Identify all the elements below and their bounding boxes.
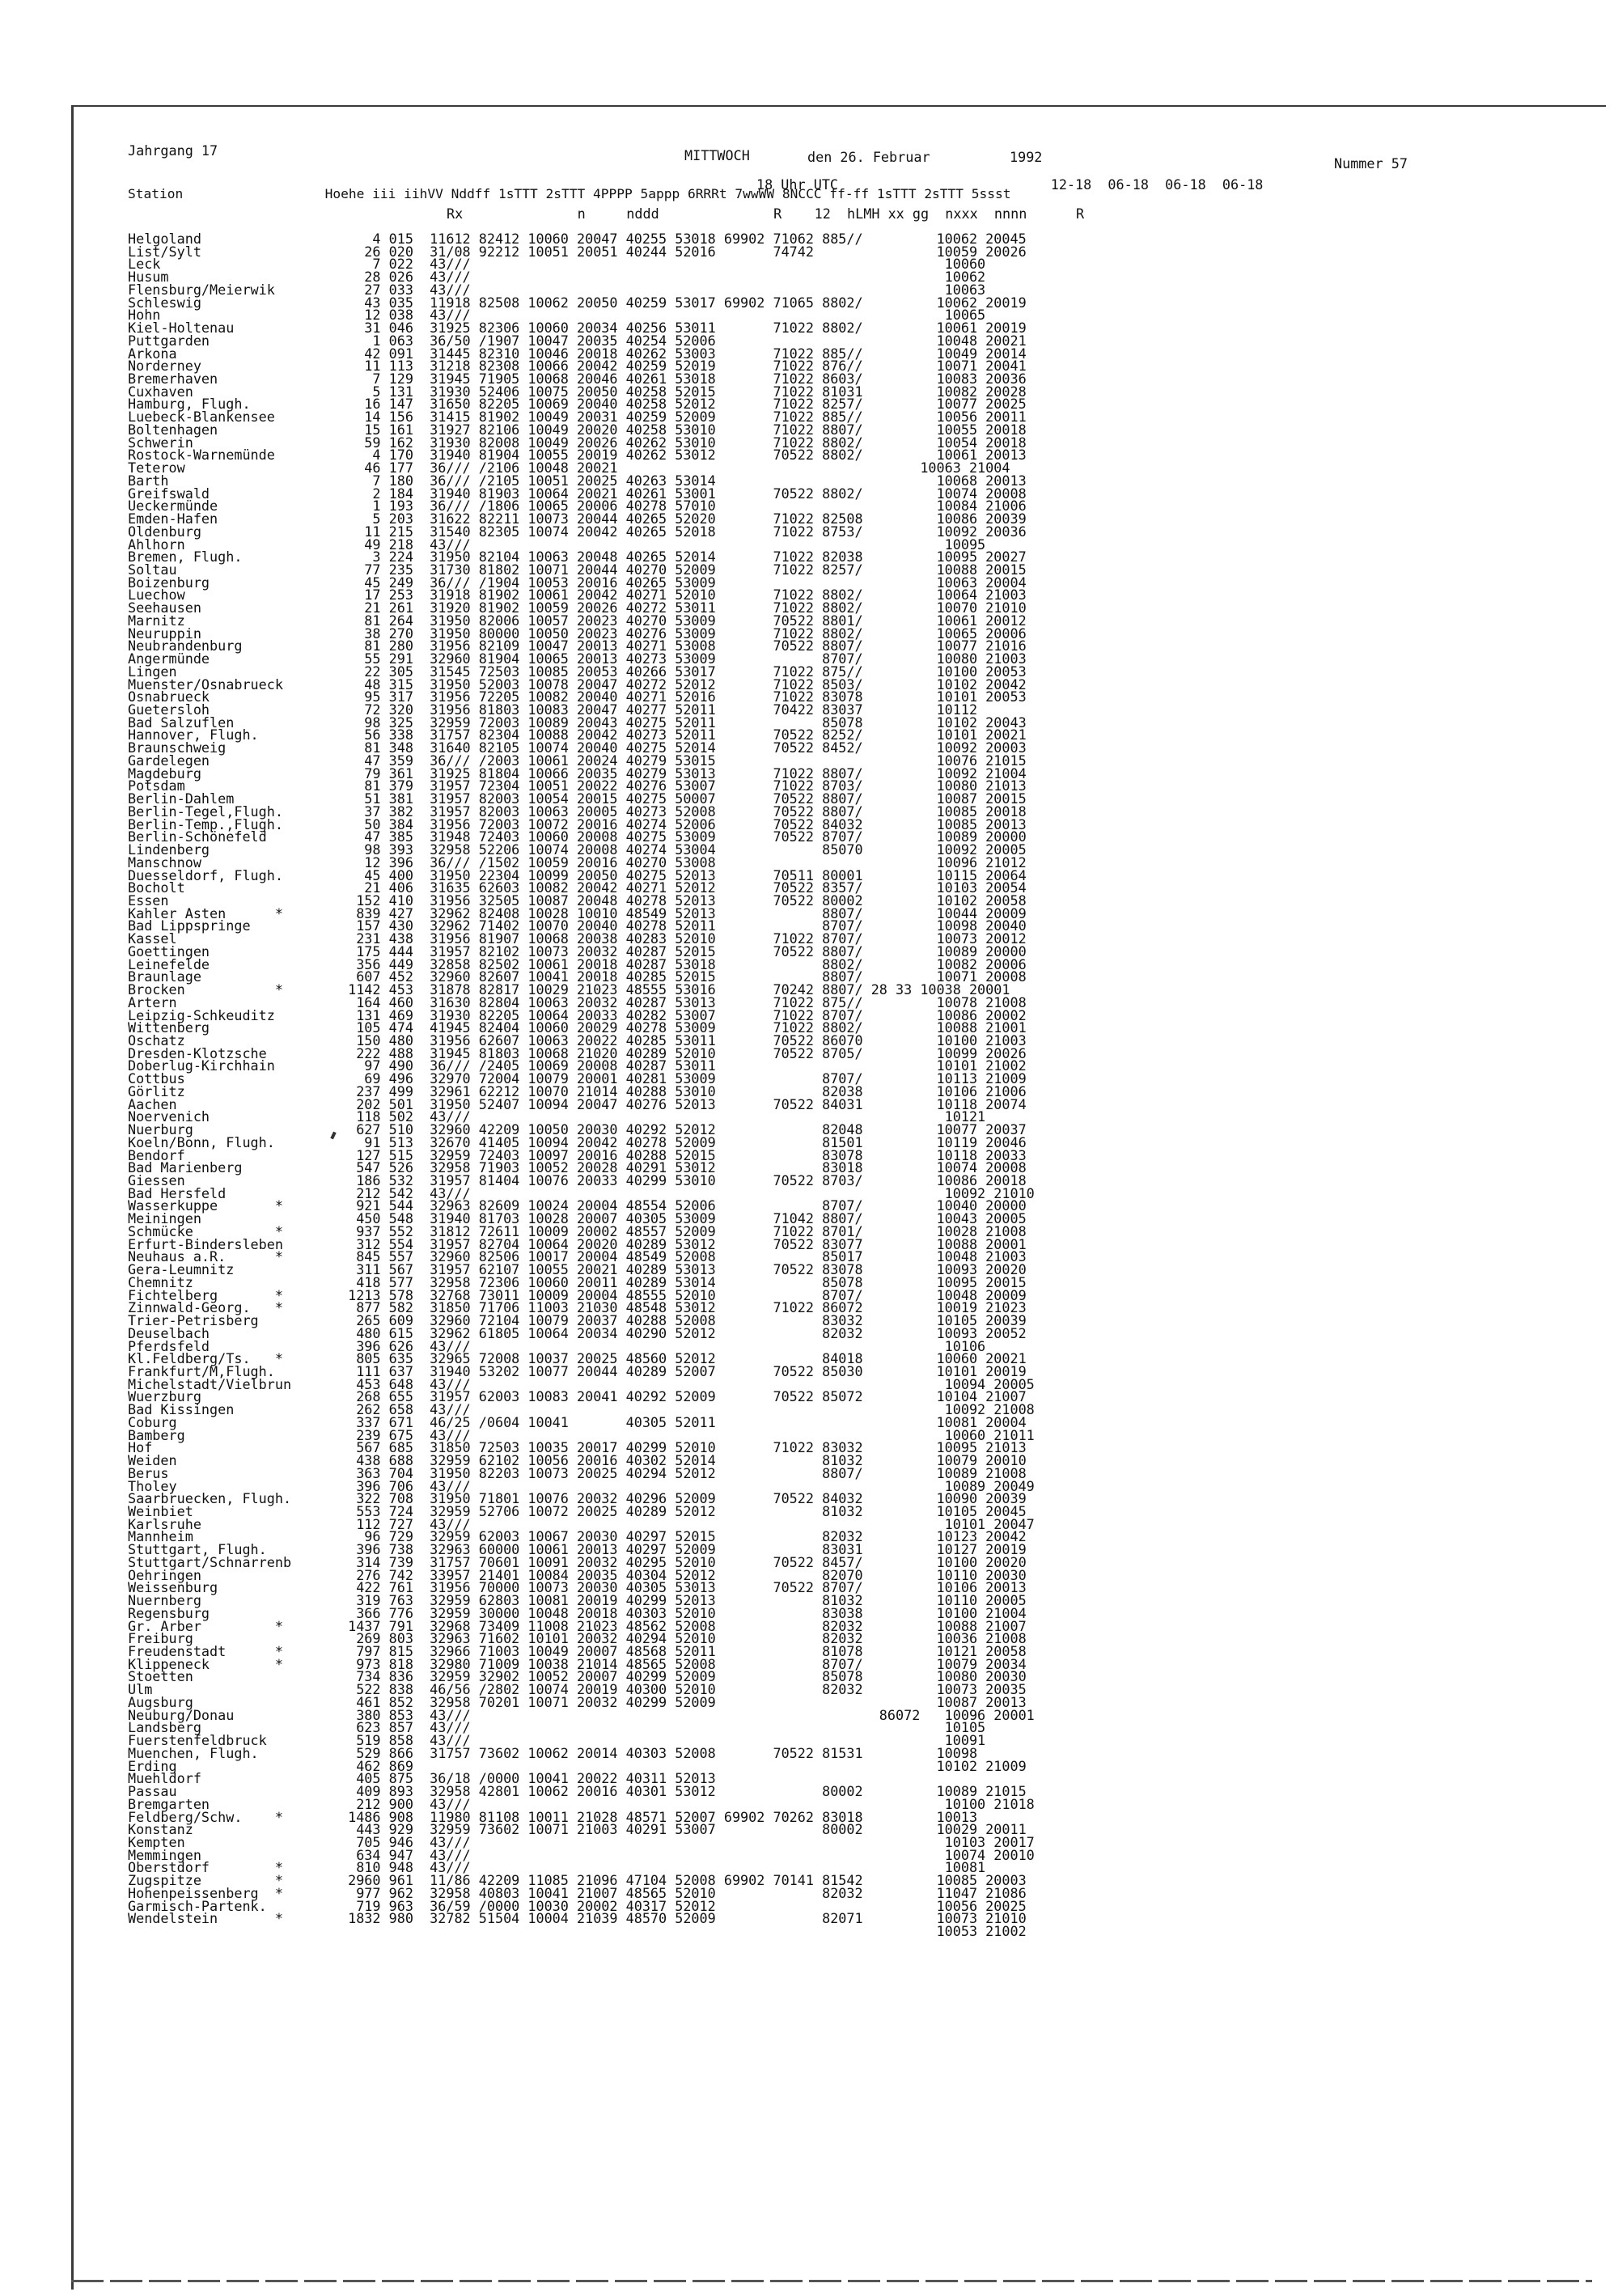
station-observation: 269 803 32963 71602 10101 20032 40294 52010 82032 10036 21008 bbox=[340, 1630, 1027, 1646]
station-name: Oldenburg bbox=[128, 523, 201, 540]
station-name: Bad Hersfeld bbox=[128, 1185, 227, 1201]
station-name: Kahler Asten * bbox=[128, 905, 283, 921]
station-name: Bendorf bbox=[128, 1147, 185, 1163]
station-observation: 212 542 43/// 10092 21010 bbox=[340, 1185, 1035, 1201]
station-observation: 98 325 32959 72003 10089 20043 40275 52011 85078 10102 20043 bbox=[340, 714, 1027, 731]
station-name: Oehringen bbox=[128, 1567, 201, 1583]
station-name: Marnitz bbox=[128, 612, 185, 629]
station-observation: 7 129 31945 71905 10068 20046 40261 53018 71022 8603/ 10083 20036 bbox=[340, 371, 1027, 387]
station-name: Konstanz bbox=[128, 1821, 193, 1837]
station-name: Klippeneck * bbox=[128, 1656, 283, 1672]
station-name: Muenster/Osnabrueck bbox=[128, 676, 283, 693]
station-observation: 1 193 36/// /1806 10065 20006 40278 57010 10084 21006 bbox=[340, 498, 1027, 514]
station-name: Neubrandenburg bbox=[128, 638, 243, 654]
station-observation: 186 532 31957 81404 10076 20033 40299 53010 70522 8703/ 10086 20018 bbox=[340, 1172, 1027, 1188]
station-observation: 438 688 32959 62102 10056 20016 40302 52014 81032 10079 20010 bbox=[340, 1452, 1027, 1468]
station-name: Aachen bbox=[128, 1096, 177, 1112]
station-name: Freiburg bbox=[128, 1630, 193, 1646]
station-name: Oschatz bbox=[128, 1032, 185, 1048]
station-name: Cuxhaven bbox=[128, 383, 193, 400]
station-observation: 5 131 31930 52406 10075 20050 40258 52015 71022 81031 10082 20028 bbox=[340, 383, 1027, 400]
station-name: Weiden bbox=[128, 1452, 177, 1468]
station-name: Schmücke * bbox=[128, 1223, 283, 1239]
station-observation: 322 708 31950 71801 10076 20032 40296 52009 70522 84032 10090 20039 bbox=[340, 1490, 1027, 1506]
station-observation: 50 384 31956 72003 10072 20016 40274 52006 70522 84032 10085 20013 bbox=[340, 816, 1027, 832]
station-observation: 127 515 32959 72403 10097 20016 40288 52015 83078 10118 20033 bbox=[340, 1147, 1027, 1163]
station-name: Dresden-Klotzsche bbox=[128, 1045, 267, 1061]
station-observation: 1486 908 11980 81108 10011 21028 48571 52007 69902 70262 83018 10013 bbox=[340, 1809, 978, 1825]
station-observation: 28 026 43/// 10062 bbox=[340, 269, 986, 285]
station-name: Neuburg/Donau bbox=[128, 1707, 235, 1723]
station-observation: 12 038 43/// 10065 bbox=[340, 307, 986, 323]
station-observation: 131 469 31930 82205 10064 20033 40282 53007 71022 8707/ 10086 20002 bbox=[340, 1007, 1027, 1023]
station-observation: 46 177 36/// /2106 10048 20021 10063 21004 bbox=[340, 460, 1010, 476]
station-name: Seehausen bbox=[128, 599, 201, 616]
station-name: Bremen, Flugh. bbox=[128, 549, 243, 565]
station-observation: 462 869 10102 21009 bbox=[340, 1758, 1027, 1774]
station-name: Frankfurt/M,Flugh. bbox=[128, 1363, 275, 1379]
station-observation: 45 400 31950 22304 10099 20050 40275 52013 70511 80001 10115 20064 bbox=[340, 867, 1027, 883]
weekday-label: MITTWOCH bbox=[684, 147, 750, 163]
station-observation: 81 348 31640 82105 10074 20040 40275 52014 70522 8452/ 10092 20003 bbox=[340, 739, 1027, 756]
station-name: Soltau bbox=[128, 561, 177, 578]
station-observation: 314 739 31757 70601 10091 20032 40295 52010 70522 8457/ 10100 20020 bbox=[340, 1554, 1027, 1570]
station-name: Muenchen, Flugh. bbox=[128, 1745, 259, 1761]
station-observation: 11 215 31540 82305 10074 20042 40265 52018 71022 8753/ 10092 20036 bbox=[340, 523, 1027, 540]
station-observation: 31 046 31925 82306 10060 20034 40256 53011 71022 8802/ 10061 20019 bbox=[340, 320, 1027, 336]
station-observation: 157 430 32962 71402 10070 20040 40278 52011 8707/ 10098 20040 bbox=[340, 917, 1027, 934]
volume-label: Jahrgang 17 bbox=[128, 142, 218, 159]
station-observation: 22 305 31545 72503 10085 20053 40266 53017 71022 875// 10100 20053 bbox=[340, 663, 1027, 680]
station-observation: 627 510 32960 42209 10050 20030 40292 52012 82048 10077 20037 bbox=[340, 1121, 1027, 1137]
station-observation: 7 180 36/// /2105 10051 20025 40263 53014 10068 20013 bbox=[340, 472, 1027, 489]
column-header-line-1: 18 Uhr UTC 12-18 06-18 06-18 06-18 bbox=[756, 176, 1264, 193]
station-name: Berlin-Tegel,Flugh. bbox=[128, 803, 283, 820]
station-name: Freudenstadt * bbox=[128, 1643, 283, 1659]
station-name: Boltenhagen bbox=[128, 421, 218, 438]
station-observation: 81 379 31957 72304 10051 20022 40276 53007 71022 8703/ 10080 21013 bbox=[340, 777, 1027, 794]
station-observation: 48 315 31950 52003 10078 20047 40272 52012 71022 8503/ 10102 20042 bbox=[340, 676, 1027, 693]
station-observation: 17 253 31918 81902 10061 20042 40271 52010 71022 8802/ 10064 21003 bbox=[340, 587, 1027, 603]
station-observation: 10053 21002 bbox=[340, 1923, 1027, 1939]
station-observation: 212 900 43/// 10100 21018 bbox=[340, 1796, 1035, 1812]
station-name: Noervenich bbox=[128, 1108, 210, 1125]
station-name: Neuhaus a.R. * bbox=[128, 1248, 283, 1264]
station-observation: 7 022 43/// 10060 bbox=[340, 256, 986, 272]
station-name: Kl.Feldberg/Ts. * bbox=[128, 1350, 283, 1366]
station-observation: 623 857 43/// 10105 bbox=[340, 1719, 986, 1735]
station-observation: 311 567 31957 62107 10055 20021 40289 53013 70522 83078 10093 20020 bbox=[340, 1261, 1027, 1277]
station-observation: 237 499 32961 62212 10070 21014 40288 53010 82038 10106 21006 bbox=[340, 1083, 1027, 1099]
station-name: Fuerstenfeldbruck bbox=[128, 1732, 267, 1748]
station-name: Greifswald bbox=[128, 485, 210, 502]
station-observation: 16 147 31650 82205 10069 20040 40258 52012 71022 8257/ 10077 20025 bbox=[340, 396, 1027, 412]
station-name: Neuruppin bbox=[128, 625, 201, 642]
station-name: Cottbus bbox=[128, 1070, 185, 1087]
station-name: Artern bbox=[128, 994, 177, 1010]
station-observation: 97 490 36/// /2405 10069 20008 40287 53011 10101 21002 bbox=[340, 1057, 1027, 1074]
station-name: Wasserkuppe * bbox=[128, 1197, 283, 1214]
station-observation: 705 946 43/// 10103 20017 bbox=[340, 1834, 1035, 1850]
station-name: Stuttgart, Flugh. bbox=[128, 1541, 267, 1557]
station-name: Bad Marienberg bbox=[128, 1159, 243, 1176]
station-observation: 319 763 32959 62803 10081 20019 40299 52013 81032 10110 20005 bbox=[340, 1592, 1027, 1608]
station-name: Hof bbox=[128, 1439, 153, 1455]
date-label: den 26. Februar bbox=[807, 149, 930, 165]
station-name: Magdeburg bbox=[128, 765, 201, 782]
station-observation: 839 427 32962 82408 10028 10010 48549 52013 8807/ 10044 20009 bbox=[340, 905, 1027, 921]
station-observation: 1142 453 31878 82817 10029 21023 48555 53016 70242 8807/ 28 33 10038 20001 bbox=[340, 981, 1010, 998]
station-observation: 43 035 11918 82508 10062 20050 40259 53017 69902 71065 8802/ 10062 20019 bbox=[340, 294, 1027, 311]
station-name: Braunschweig bbox=[128, 739, 227, 756]
station-name: Bremerhaven bbox=[128, 371, 218, 387]
station-name: Wuerzburg bbox=[128, 1388, 201, 1404]
station-name: Garmisch-Partenk. bbox=[128, 1898, 267, 1914]
station-observation: 14 156 31415 81902 10049 20031 40259 52009 71022 885// 10056 20011 bbox=[340, 409, 1027, 425]
station-observation: 877 582 31850 71706 11003 21030 48548 53012 71022 86072 10019 21023 bbox=[340, 1299, 1027, 1315]
station-name: Bad Salzuflen bbox=[128, 714, 235, 731]
station-name: Zinnwald-Georg. * bbox=[128, 1299, 283, 1315]
station-observation: 42 091 31445 82310 10046 20018 40262 53003 71022 885// 10049 20014 bbox=[340, 345, 1027, 362]
station-observation: 337 671 46/25 /0604 10041 40305 52011 10081 20004 bbox=[340, 1414, 1027, 1430]
station-observation: 547 526 32958 71903 10052 20028 40291 53012 83018 10074 20008 bbox=[340, 1159, 1027, 1176]
station-observation: 15 161 31927 82106 10049 20020 40258 53010 71022 8807/ 10055 20018 bbox=[340, 421, 1027, 438]
station-name: Manschnow bbox=[128, 854, 201, 871]
station-observation: 265 609 32960 72104 10079 20037 40288 52008 83032 10105 20039 bbox=[340, 1312, 1027, 1328]
station-observation: 222 488 31945 81803 10068 21020 40289 52010 70522 8705/ 10099 20026 bbox=[340, 1045, 1027, 1061]
station-name: Schleswig bbox=[128, 294, 201, 311]
station-observation: 49 218 43/// 10095 bbox=[340, 536, 986, 553]
station-name: Lindenberg bbox=[128, 841, 210, 858]
station-observation: 845 557 32960 82506 10017 20004 48549 52008 85017 10048 21003 bbox=[340, 1248, 1027, 1264]
station-name: Luebeck-Blankensee bbox=[128, 409, 275, 425]
station-name: Leipzig-Schkeuditz bbox=[128, 1007, 275, 1023]
station-name: Angermünde bbox=[128, 650, 210, 667]
station-name: Berlin-Schönefeld bbox=[128, 828, 267, 845]
station-name: Michelstadt/Vielbrun bbox=[128, 1376, 292, 1392]
station-observation: 164 460 31630 82804 10063 20032 40287 53013 71022 875// 10078 21008 bbox=[340, 994, 1027, 1010]
station-name: Coburg bbox=[128, 1414, 177, 1430]
station-observation: 81 280 31956 82109 10047 20013 40271 53008 70522 8807/ 10077 21016 bbox=[340, 638, 1027, 654]
station-name: Essen bbox=[128, 892, 169, 909]
station-name: Guetersloh bbox=[128, 701, 210, 718]
station-name: Hohenpeissenberg * bbox=[128, 1885, 283, 1901]
station-name: Stoetten bbox=[128, 1668, 193, 1684]
station-observation: 973 818 32980 71009 10038 21014 48565 52008 8707/ 10079 20034 bbox=[340, 1656, 1027, 1672]
station-observation: 276 742 33957 21401 10084 20035 40304 52012 82070 10110 20030 bbox=[340, 1567, 1027, 1583]
station-observation: 26 020 31/08 92212 10051 20051 40244 52016 74742 10059 20026 bbox=[340, 244, 1027, 260]
station-name: Regensburg bbox=[128, 1605, 210, 1621]
station-observation: 111 637 31940 53202 10077 20044 40289 52007 70522 85030 10101 20019 bbox=[340, 1363, 1027, 1379]
station-observation: 45 249 36/// /1904 10053 20016 40265 53009 10063 20004 bbox=[340, 574, 1027, 591]
station-name: Bad Kissingen bbox=[128, 1401, 235, 1417]
station-name: Boizenburg bbox=[128, 574, 210, 591]
station-observation: 11 113 31218 82308 10066 20042 40259 52019 71022 876// 10071 20041 bbox=[340, 358, 1027, 374]
station-name: Norderney bbox=[128, 358, 201, 374]
station-observation: 55 291 32960 81904 10065 20013 40273 53009 8707/ 10080 21003 bbox=[340, 650, 1027, 667]
station-name: Schwerin bbox=[128, 434, 193, 451]
station-name: Duesseldorf, Flugh. bbox=[128, 867, 283, 883]
station-name: Leck bbox=[128, 256, 161, 272]
station-observation: 150 480 31956 62607 10063 20022 40285 53011 70522 86070 10100 21003 bbox=[340, 1032, 1027, 1048]
station-name: Emden-Hafen bbox=[128, 510, 218, 527]
station-name: List/Sylt bbox=[128, 244, 201, 260]
station-observation: 2 184 31940 81903 10064 20021 40261 53001 70522 8802/ 10074 20008 bbox=[340, 485, 1027, 502]
station-observation: 810 948 43/// 10081 bbox=[340, 1859, 986, 1875]
station-name: Teterow bbox=[128, 460, 185, 476]
station-name: Memmingen bbox=[128, 1847, 201, 1863]
page-bottom-edge bbox=[71, 2280, 1592, 2282]
station-name: Wittenberg bbox=[128, 1019, 210, 1036]
station-observation: 3 224 31950 82104 10063 20048 40265 52014 71022 82038 10095 20027 bbox=[340, 549, 1027, 565]
station-name: Chemnitz bbox=[128, 1274, 193, 1290]
station-name: Berlin-Dahlem bbox=[128, 790, 235, 807]
station-name: Nuerburg bbox=[128, 1121, 193, 1137]
station-observation: 522 838 46/56 /2802 10074 20019 40300 52010 82032 10073 20035 bbox=[340, 1681, 1027, 1697]
station-name: Landsberg bbox=[128, 1719, 201, 1735]
station-observation: 21 406 31635 62603 10082 20042 40271 52012 70522 8357/ 10103 20054 bbox=[340, 879, 1027, 896]
station-name: Weinbiet bbox=[128, 1503, 193, 1519]
station-name: Wendelstein * bbox=[128, 1910, 283, 1926]
station-name: Saarbruecken, Flugh. bbox=[128, 1490, 292, 1506]
station-observation: 380 853 43/// 86072 10096 20001 bbox=[340, 1707, 1035, 1723]
column-header-line-2: Station Hoehe iii iihVV Nddff 1sTTT 2sTTT 4PPPP 5appp 6RRRt 7wwWW 8NCCC ff-ff 1sTTT 2sTTT 5ssst bbox=[128, 186, 1011, 201]
station-name: Gardelegen bbox=[128, 752, 210, 769]
station-name: Karlsruhe bbox=[128, 1516, 201, 1532]
station-name: Potsdam bbox=[128, 777, 185, 794]
station-name: Barth bbox=[128, 472, 169, 489]
station-name: Kiel-Holtenau bbox=[128, 320, 235, 336]
station-observation: 91 513 32670 41405 10094 20042 40278 52009 81501 10119 20046 bbox=[340, 1134, 1027, 1150]
station-name: Mannheim bbox=[128, 1528, 193, 1544]
station-name: Braunlage bbox=[128, 968, 201, 985]
station-observation: 27 033 43/// 10063 bbox=[340, 282, 986, 298]
station-observation: 921 544 32963 82609 10024 20004 48554 52006 8707/ 10040 20000 bbox=[340, 1197, 1027, 1214]
station-name: Arkona bbox=[128, 345, 177, 362]
station-name: Rostock-Warnemünde bbox=[128, 447, 275, 463]
station-name: Brocken * bbox=[128, 981, 283, 998]
station-observation: 12 396 36/// /1502 10059 20016 40270 53008 10096 21012 bbox=[340, 854, 1027, 871]
station-observation: 422 761 31956 70000 10073 20030 40305 53013 70522 8707/ 10106 20013 bbox=[340, 1579, 1027, 1595]
station-observation: 519 858 43/// 10091 bbox=[340, 1732, 986, 1748]
station-name: Flensburg/Meierwik bbox=[128, 282, 275, 298]
station-observation: 607 452 32960 82607 10041 20018 40285 52015 8807/ 10071 20008 bbox=[340, 968, 1027, 985]
station-observation: 734 836 32959 32902 10052 20007 40299 52009 85078 10080 20030 bbox=[340, 1668, 1027, 1684]
station-observation: 96 729 32959 62003 10067 20030 40297 52015 82032 10123 20042 bbox=[340, 1528, 1027, 1544]
station-name: Görlitz bbox=[128, 1083, 185, 1099]
station-name: Deuselbach bbox=[128, 1325, 210, 1341]
station-observation: 202 501 31950 52407 10094 20047 40276 52013 70522 84031 10118 20074 bbox=[340, 1096, 1027, 1112]
station-observation: 1832 980 32782 51504 10004 21039 48570 52009 82071 10073 21010 bbox=[340, 1910, 1027, 1926]
station-observation: 175 444 31957 82102 10073 20032 40287 52015 70522 8807/ 10089 20000 bbox=[340, 943, 1027, 959]
station-observation: 37 382 31957 82003 10063 20005 40273 52008 70522 8807/ 10085 20018 bbox=[340, 803, 1027, 820]
station-observation: 47 359 36/// /2003 10061 20024 40279 53015 10076 21015 bbox=[340, 752, 1027, 769]
station-observation: 4 015 11612 82412 10060 20047 40255 53018 69902 71062 885// 10062 20045 bbox=[340, 231, 1027, 247]
station-name: Helgoland bbox=[128, 231, 201, 247]
station-observation: 268 655 31957 62003 10083 20041 40292 52009 70522 85072 10104 21007 bbox=[340, 1388, 1027, 1404]
station-observation: 977 962 32958 40803 10041 21007 48565 52010 82032 11047 21086 bbox=[340, 1885, 1027, 1901]
station-name: Pferdsfeld bbox=[128, 1338, 210, 1354]
station-observation: 1 063 36/50 /1907 10047 20035 40254 52006 10048 20021 bbox=[340, 333, 1027, 349]
year-label: 1992 bbox=[1010, 149, 1043, 165]
station-name: Nuernberg bbox=[128, 1592, 201, 1608]
station-observation: 363 704 31950 82203 10073 20025 40294 52012 8807/ 10089 21008 bbox=[340, 1465, 1027, 1481]
station-observation: 38 270 31950 80000 10050 20023 40276 53009 71022 8802/ 10065 20006 bbox=[340, 625, 1027, 642]
station-name: Giessen bbox=[128, 1172, 185, 1188]
station-observation: 1213 578 32768 73011 10009 20004 48555 52010 8707/ 10048 20009 bbox=[340, 1287, 1027, 1303]
station-observation: 405 875 36/18 /0000 10041 20022 40311 52013 bbox=[340, 1770, 716, 1786]
station-name: Berlin-Temp.,Flugh. bbox=[128, 816, 283, 832]
station-observation: 937 552 31812 72611 10009 20002 48557 52009 71022 8701/ 10028 21008 bbox=[340, 1223, 1027, 1239]
station-name: Husum bbox=[128, 269, 169, 285]
station-name: Weissenburg bbox=[128, 1579, 218, 1595]
station-observation: 56 338 31757 82304 10088 20042 40273 52011 70522 8252/ 10101 20021 bbox=[340, 727, 1027, 743]
station-observation: 396 626 43/// 10106 bbox=[340, 1338, 986, 1354]
station-name: Luechow bbox=[128, 587, 185, 603]
station-name: Lingen bbox=[128, 663, 177, 680]
station-name: Fichtelberg * bbox=[128, 1287, 283, 1303]
station-name: Trier-Petrisberg bbox=[128, 1312, 259, 1328]
station-name: Gr. Arber * bbox=[128, 1618, 283, 1634]
station-observation: 231 438 31956 81907 10068 20038 40283 52010 71022 8707/ 10073 20012 bbox=[340, 930, 1027, 947]
station-observation: 4 170 31940 81904 10055 20019 40262 53012 70522 8802/ 10061 20013 bbox=[340, 447, 1027, 463]
station-name: Osnabrueck bbox=[128, 688, 210, 705]
station-name: Bremgarten bbox=[128, 1796, 210, 1812]
station-observation: 450 548 31940 81703 10028 20007 40305 53009 71042 8807/ 10043 20005 bbox=[340, 1210, 1027, 1226]
station-observation: 77 235 31730 81802 10071 20044 40270 52009 71022 8257/ 10088 20015 bbox=[340, 561, 1027, 578]
station-name: Bad Lippspringe bbox=[128, 917, 251, 934]
station-name: Muehldorf bbox=[128, 1770, 201, 1786]
station-observation: 152 410 31956 32505 10087 20048 40278 52013 70522 80002 10102 20058 bbox=[340, 892, 1027, 909]
station-observation: 396 706 43/// 10089 20049 bbox=[340, 1478, 1035, 1494]
station-observation: 719 963 36/59 /0000 10030 20002 40317 52012 10056 20025 bbox=[340, 1898, 1027, 1914]
station-observation: 118 502 43/// 10121 bbox=[340, 1108, 986, 1125]
station-observation: 239 675 43/// 10060 21011 bbox=[340, 1427, 1035, 1443]
station-observation: 366 776 32959 30000 10048 20018 40303 52010 83038 10100 21004 bbox=[340, 1605, 1027, 1621]
station-observation: 95 317 31956 72205 10082 20040 40271 52016 71022 83078 10101 20053 bbox=[340, 688, 1027, 705]
station-name: Doberlug-Kirchhain bbox=[128, 1057, 275, 1074]
station-name: Stuttgart/Schnarrenb bbox=[128, 1554, 292, 1570]
station-name: Leinefelde bbox=[128, 956, 210, 972]
station-name: Goettingen bbox=[128, 943, 210, 959]
station-observation: 21 261 31920 81902 10059 20026 40272 53011 71022 8802/ 10070 21010 bbox=[340, 599, 1027, 616]
station-observation: 443 929 32959 73602 10071 21003 40291 53007 80002 10029 20011 bbox=[340, 1821, 1027, 1837]
station-observation: 805 635 32965 72008 10037 20025 48560 52012 84018 10060 20021 bbox=[340, 1350, 1027, 1366]
station-observation: 396 738 32963 60000 10061 20013 40297 52009 83031 10127 20019 bbox=[340, 1541, 1027, 1557]
station-observation: 418 577 32958 72306 10060 20011 40289 53014 85078 10095 20015 bbox=[340, 1274, 1027, 1290]
station-observation: 567 685 31850 72503 10035 20017 40299 52010 71022 83032 10095 21013 bbox=[340, 1439, 1027, 1455]
station-name: Erfurt-Bindersleben bbox=[128, 1236, 283, 1252]
station-name: Feldberg/Schw. * bbox=[128, 1809, 283, 1825]
station-observation: 51 381 31957 82003 10054 20015 40275 50007 70522 8807/ 10087 20015 bbox=[340, 790, 1027, 807]
station-observation: 312 554 31957 82704 10064 20020 40289 53012 70522 83077 10088 20001 bbox=[340, 1236, 1027, 1252]
station-observation: 461 852 32958 70201 10071 20032 40299 52009 10087 20013 bbox=[340, 1694, 1027, 1710]
station-name: Bocholt bbox=[128, 879, 185, 896]
station-observation: 262 658 43/// 10092 21008 bbox=[340, 1401, 1035, 1417]
station-name: Puttgarden bbox=[128, 333, 210, 349]
station-observation: 553 724 32959 52706 10072 20025 40289 52012 81032 10105 20045 bbox=[340, 1503, 1027, 1519]
station-observation: 72 320 31956 81803 10083 20047 40277 52011 70422 83037 10112 bbox=[340, 701, 978, 718]
station-observation: 79 361 31925 81804 10066 20035 40279 53013 71022 8807/ 10092 21004 bbox=[340, 765, 1027, 782]
column-header-line-3: Rx n nddd R 12 hLMH xx gg nxxx nnnn R bbox=[447, 205, 1085, 222]
station-observation: 356 449 32858 82502 10061 20018 40287 53018 8802/ 10082 20006 bbox=[340, 956, 1027, 972]
station-observation: 105 474 41945 82404 10060 20029 40278 53009 71022 8802/ 10088 21001 bbox=[340, 1019, 1027, 1036]
station-name: Bamberg bbox=[128, 1427, 185, 1443]
station-name: Berus bbox=[128, 1465, 169, 1481]
issue-number: Nummer 57 bbox=[1334, 155, 1408, 172]
station-observation: 59 162 31930 82008 10049 20026 40262 53010 71022 8802/ 10054 20018 bbox=[340, 434, 1027, 451]
station-observation: 98 393 32958 52206 10074 20008 40274 53004 85070 10092 20005 bbox=[340, 841, 1027, 858]
station-name: Passau bbox=[128, 1783, 177, 1799]
station-name: Gera-Leumnitz bbox=[128, 1261, 235, 1277]
station-name: Hohn bbox=[128, 307, 161, 323]
station-observation: 112 727 43/// 10101 20047 bbox=[340, 1516, 1035, 1532]
station-name: Hannover, Flugh. bbox=[128, 727, 259, 743]
station-name: Erding bbox=[128, 1758, 177, 1774]
station-observation: 634 947 43/// 10074 20010 bbox=[340, 1847, 1035, 1863]
station-name: Oberstdorf * bbox=[128, 1859, 283, 1875]
station-observation: 81 264 31950 82006 10057 20023 40270 53009 70522 8801/ 10061 20012 bbox=[340, 612, 1027, 629]
station-name: Meiningen bbox=[128, 1210, 201, 1226]
station-name: Zugspitze * bbox=[128, 1872, 283, 1888]
station-observation: 69 496 32970 72004 10079 20001 40281 53009 8707/ 10113 21009 bbox=[340, 1070, 1027, 1087]
station-name: Ulm bbox=[128, 1681, 153, 1697]
station-observation: 797 815 32966 71003 10049 20007 48568 52011 81078 10121 20058 bbox=[340, 1643, 1027, 1659]
station-observation: 529 866 31757 73602 10062 20014 40303 52008 70522 81531 10098 bbox=[340, 1745, 978, 1761]
station-observation: 409 893 32958 42801 10062 20016 40301 53012 80002 10089 21015 bbox=[340, 1783, 1027, 1799]
station-name: Hamburg, Flugh. bbox=[128, 396, 251, 412]
station-name: Augsburg bbox=[128, 1694, 193, 1710]
station-name: Ahlhorn bbox=[128, 536, 185, 553]
station-name: Kempten bbox=[128, 1834, 185, 1850]
station-name: Koeln/Bonn, Flugh. bbox=[128, 1134, 275, 1150]
station-name: Ueckermünde bbox=[128, 498, 218, 514]
station-observation: 1437 791 32968 73409 11008 21023 48562 52008 82032 10088 21007 bbox=[340, 1618, 1027, 1634]
station-observation: 480 615 32962 61805 10064 20034 40290 52012 82032 10093 20052 bbox=[340, 1325, 1027, 1341]
station-observation: 47 385 31948 72403 10060 20008 40275 53009 70522 8707/ 10089 20000 bbox=[340, 828, 1027, 845]
station-observation: 2960 961 11/86 42209 11085 21096 47104 52008 69902 70141 81542 10085 20003 bbox=[340, 1872, 1027, 1888]
station-name: Tholey bbox=[128, 1478, 177, 1494]
station-observation: 5 203 31622 82211 10073 20044 40265 52020 71022 82508 10086 20039 bbox=[340, 510, 1027, 527]
station-name: Kassel bbox=[128, 930, 177, 947]
station-observation: 453 648 43/// 10094 20005 bbox=[340, 1376, 1035, 1392]
